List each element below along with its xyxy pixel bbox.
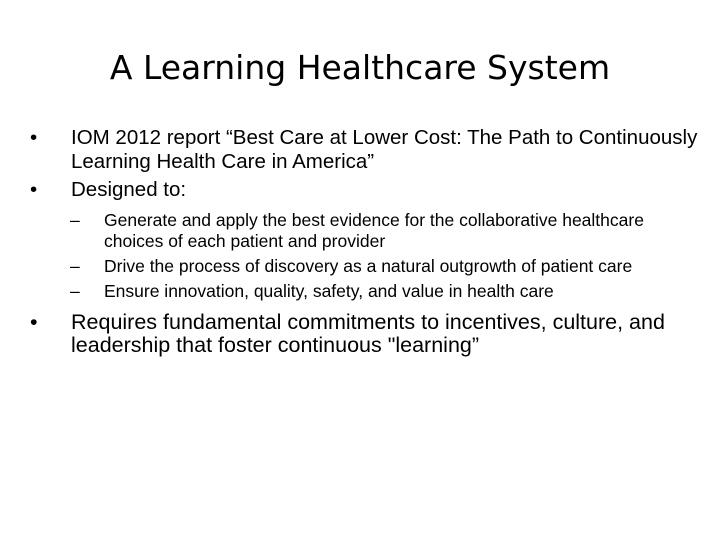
bullet-text: Designed to:	[71, 178, 187, 201]
bullet-list	[30, 126, 700, 357]
sub-bullet-text: Drive the process of discovery as a natural outgrowth of patient care	[104, 256, 633, 276]
bullet-text: Requires fundamental commitments to incentives, culture, and leadership that foster continuous "learning”	[71, 310, 665, 357]
bullet-item-iom-report	[30, 126, 700, 174]
sub-bullet-item-ensure-innovation	[70, 281, 700, 302]
bullet-text: IOM 2012 report “Best Care at Lower Cost: The Path to Continuously Learning Health Care in America”	[71, 126, 698, 173]
slide-title: A Learning Healthcare System	[109, 48, 611, 87]
bullet-marker: •	[30, 178, 38, 201]
sub-bullet-marker: –	[70, 256, 80, 276]
bullet-item-requires-commitments	[30, 311, 700, 357]
bullet-item-designed-to	[30, 178, 700, 202]
sub-bullet-marker: –	[70, 281, 80, 301]
sub-bullet-text: Generate and apply the best evidence for the collaborative healthcare choices of each patient and provider	[104, 210, 644, 251]
sub-bullet-list	[30, 210, 700, 302]
sub-bullet-item-generate-evidence	[70, 210, 700, 252]
bullet-marker: •	[30, 310, 38, 334]
sub-bullet-marker: –	[70, 210, 80, 230]
sub-bullet-text: Ensure innovation, quality, safety, and value in health care	[104, 281, 554, 301]
bullet-marker: •	[30, 126, 38, 149]
sub-bullet-item-drive-discovery	[70, 256, 700, 277]
